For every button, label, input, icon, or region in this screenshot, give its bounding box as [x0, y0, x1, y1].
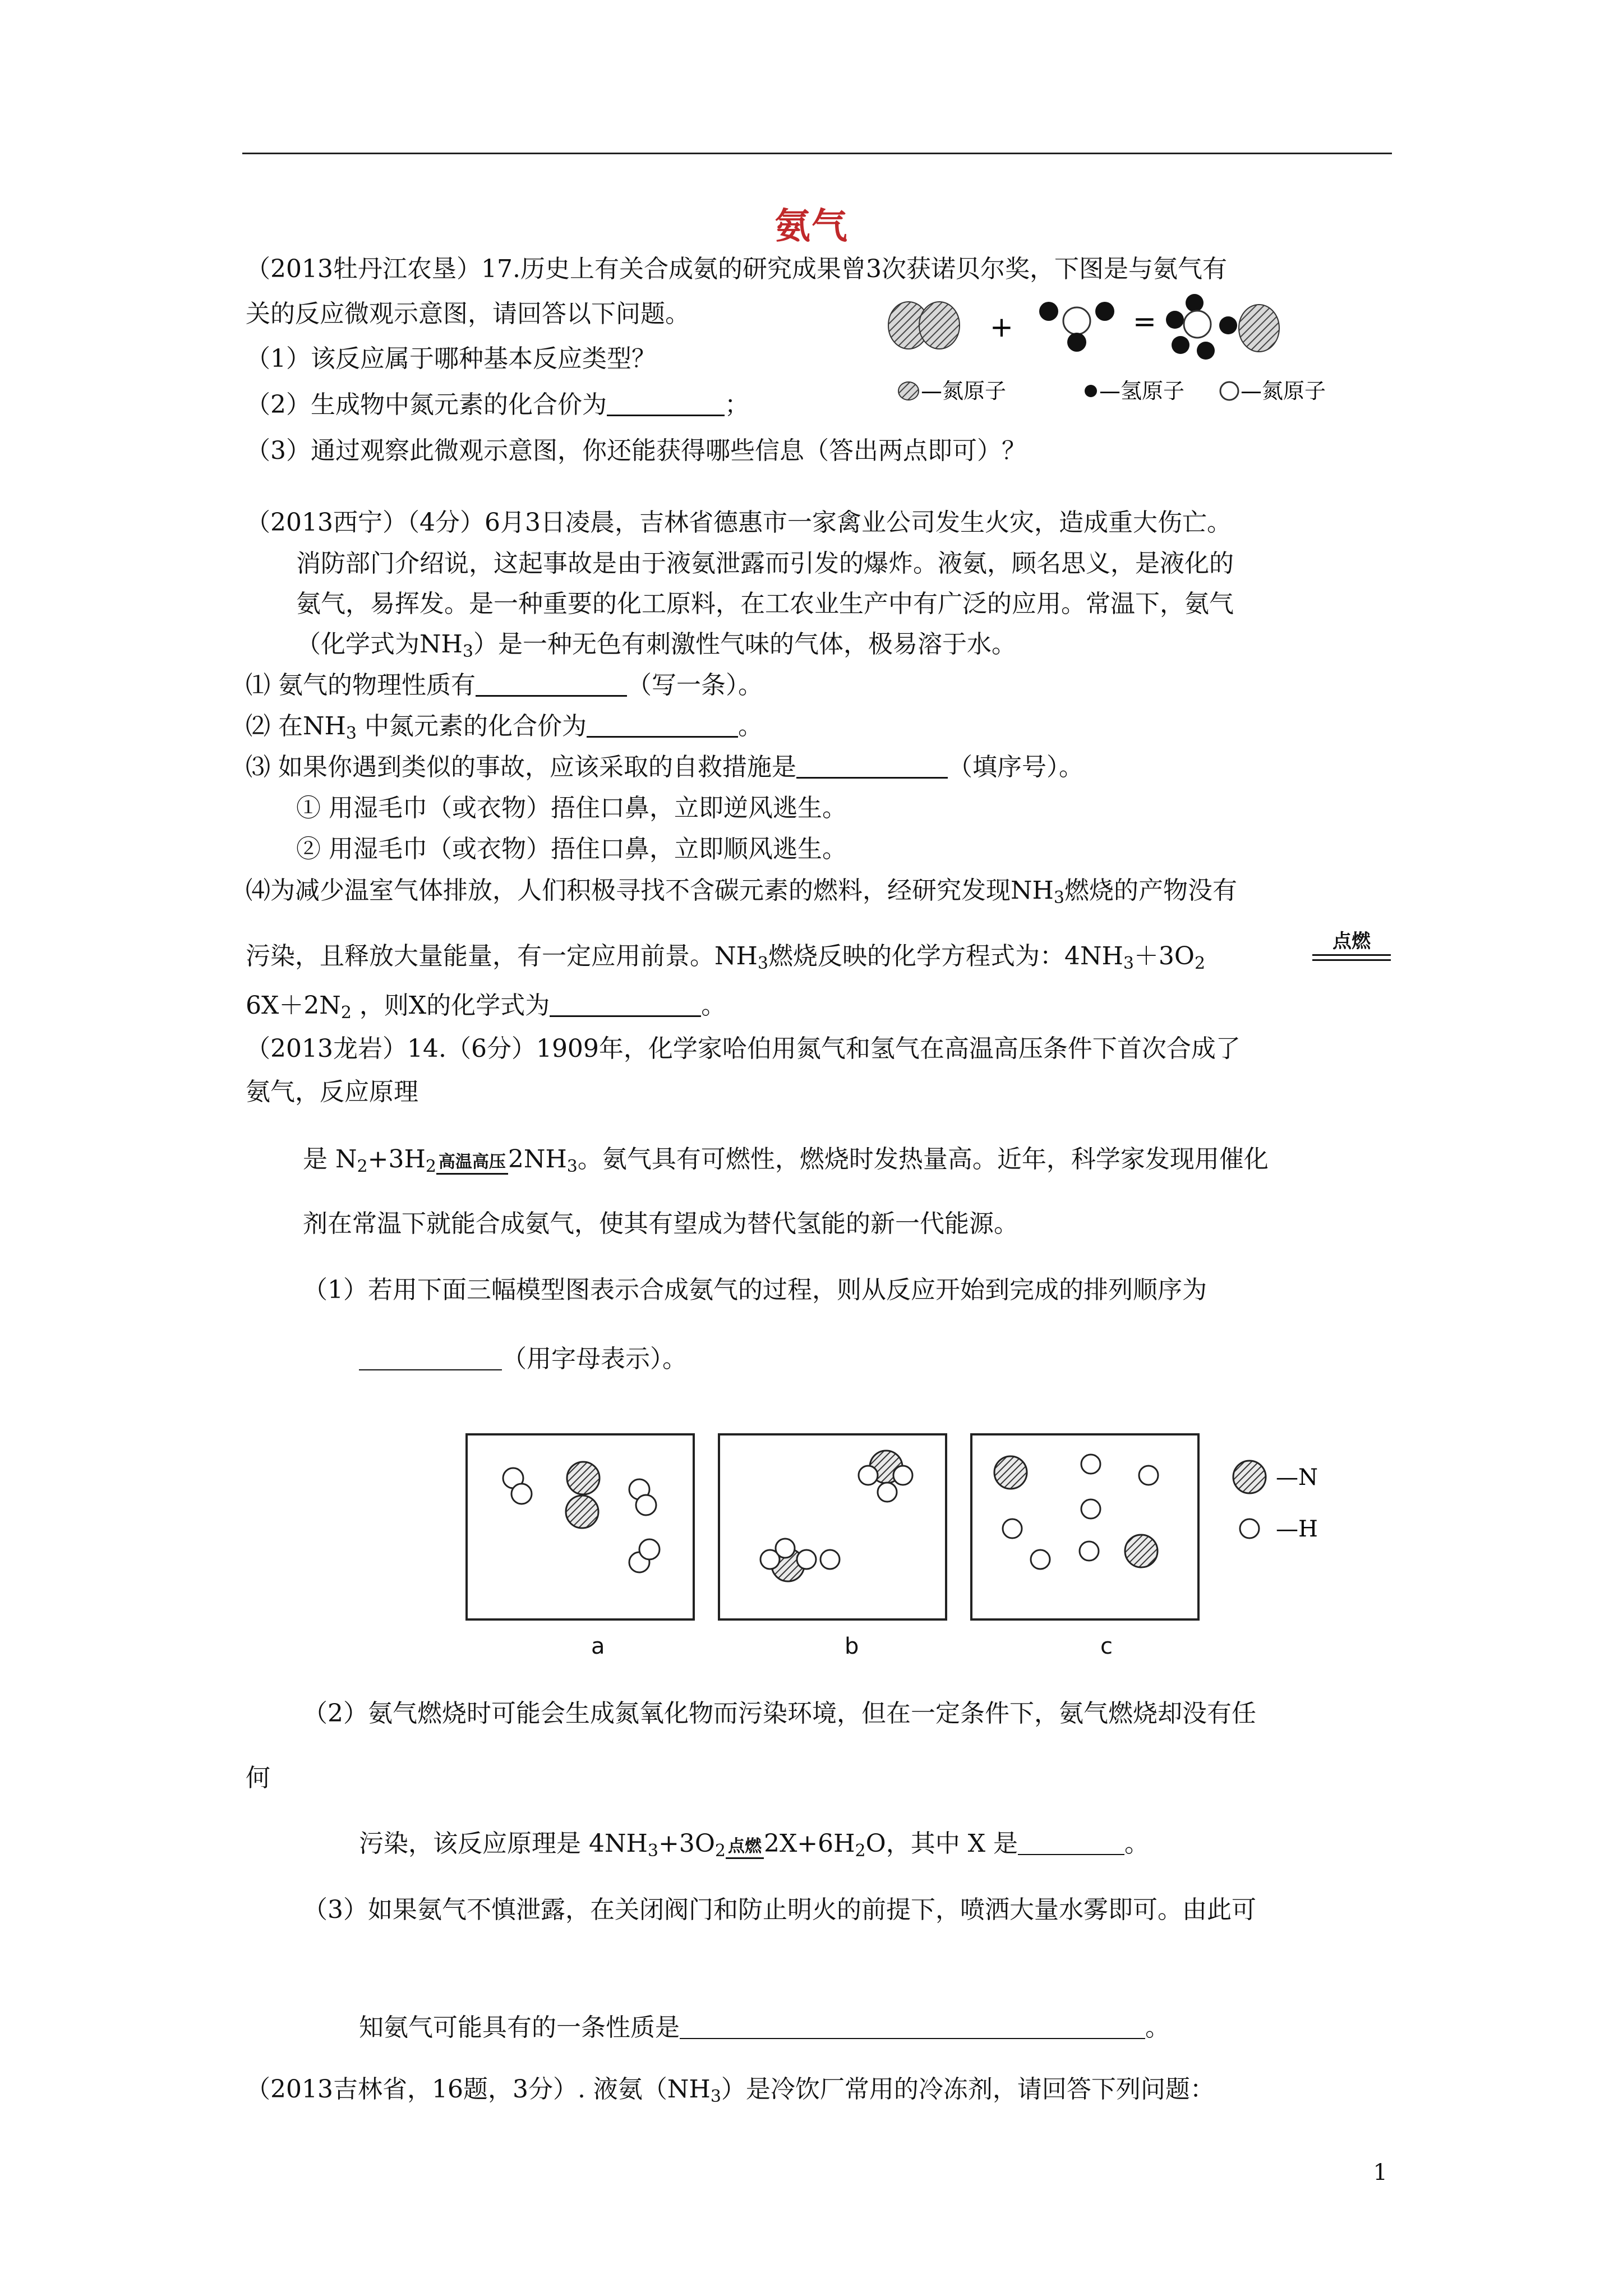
- q2-sub4-h: ＋3O: [1133, 942, 1195, 970]
- q2-line4-c: ）是一种无色有刺激性气味的气体，极易溶于水。: [473, 630, 1016, 659]
- q2-blank-valence[interactable]: [587, 714, 738, 738]
- q1-blank-valence[interactable]: [607, 392, 725, 416]
- nitrogen-atom-open-icon: [1220, 382, 1238, 400]
- q2-sub4-e: 3: [757, 954, 768, 973]
- product-molecule: [1166, 294, 1279, 360]
- q3-l3-b: 2: [357, 1157, 368, 1176]
- nitrogen-atom-icon: [898, 382, 919, 400]
- q2-cond-equal-line: [1312, 954, 1391, 961]
- q1-part2: [246, 391, 749, 420]
- q2-sub4-sub: 3: [1053, 888, 1064, 908]
- q2-sub3: [246, 753, 1083, 782]
- legend-n: —N: [1276, 1465, 1318, 1490]
- q2-sub1-text: ⑴ 氨气的物理性质有: [246, 671, 476, 700]
- q2-sub4-a: ⑷为减少温室气体排放，人们积极寻找不含碳元素的燃料，经研究发现NH: [246, 876, 1054, 905]
- q3-p2-e: +3O: [658, 1829, 715, 1858]
- q3-p3-b: 知氨气可能具有的一条性质是: [359, 2013, 680, 2042]
- q3-p2-i: O，其中 X 是: [865, 1829, 1018, 1858]
- q2-line3: 氨气，易挥发。是一种重要的化工原料，在工农业生产中有广泛的应用。常温下，氨气: [296, 590, 1234, 618]
- equals-sign: =: [1133, 305, 1156, 338]
- q3-p2-d: 3: [647, 1841, 658, 1861]
- page-number: 1: [1373, 2160, 1387, 2185]
- q2-blank-formula[interactable]: [550, 993, 701, 1017]
- n-atom-icon: [1233, 1461, 1266, 1493]
- q4-l1-sub: 3: [710, 2087, 721, 2106]
- plus-sign: +: [990, 311, 1013, 343]
- q3-part1-line2: [359, 1345, 687, 1374]
- q3-p2-g: 2X+6H: [763, 1829, 855, 1858]
- fig-label-b: b: [845, 1634, 859, 1659]
- q4-line1: [246, 2076, 1215, 2107]
- q2-sub4-i: 2: [1195, 954, 1206, 973]
- q3-l3-d: 2: [425, 1157, 436, 1176]
- q3-blank-property[interactable]: [680, 2016, 1145, 2039]
- q2-sub4-line3: [246, 992, 726, 1023]
- q2-line4-sub: 3: [462, 642, 473, 661]
- q2-sub4-line1: [246, 877, 1237, 908]
- q3-line2: 氨气，反应原理: [246, 1078, 418, 1106]
- q3-part3: （3）如果氨气不慎泄露，在关闭阀门和防止明火的前提下，喷洒大量水雾即可。由此可: [303, 1895, 1256, 1924]
- q4-l1-c: ）是冷饮厂常用的冷冻剂，请回答下列问题：: [721, 2075, 1215, 2104]
- q3-p2-h: 2: [855, 1841, 866, 1861]
- legend-label-3: —氮原子: [1241, 379, 1326, 403]
- q2-blank-measure[interactable]: [796, 754, 948, 779]
- q1-intro-line2: 关的反应微观示意图，请回答以下问题。: [246, 300, 690, 328]
- q2-line1: （2013西宁）（4分）6月3日凌晨，吉林省德惠市一家禽业公司发生火灾，造成重大伤亡。: [246, 508, 1232, 537]
- q2-reaction-condition: [1312, 926, 1391, 961]
- model-legend: [1233, 1461, 1318, 1542]
- model-box-b[interactable]: [719, 1434, 946, 1619]
- q2-sub1-end: （写一条）。: [627, 671, 763, 700]
- h2-molecules: [1039, 302, 1114, 352]
- n2-molecule: [888, 302, 960, 349]
- q2-sub3-text: ⑶ 如果你遇到类似的事故，应该采取的自救措施是: [246, 753, 796, 781]
- q2-cond-label: 点燃: [1332, 930, 1371, 953]
- q3-p2-cond: 点燃: [726, 1838, 764, 1859]
- q3-line3: [303, 1145, 1269, 1177]
- q3-blank-order[interactable]: [359, 1347, 502, 1370]
- q2-sub4-m: 。: [701, 991, 726, 1020]
- q3-l3-c: +3H: [367, 1145, 426, 1174]
- q4-l1-a: （2013吉林省，16题，3分）. 液氨（NH: [246, 2075, 711, 2104]
- q2-sub4-k: 2: [340, 1003, 352, 1023]
- q1-part3: （3）通过观察此微观示意图，你还能获得哪些信息（答出两点即可）？: [246, 436, 1026, 465]
- page-title: 氨气: [774, 205, 849, 247]
- q2-sub3-end: （填序号）。: [947, 753, 1083, 781]
- q3-part3-line2: [359, 2014, 1170, 2042]
- legend-label-1: —氮原子: [921, 379, 1007, 403]
- q3-p2-c: 污染，该反应原理是 4NH: [359, 1829, 648, 1858]
- h-atom-icon: [1240, 1519, 1259, 1538]
- q2-sub4-f: 燃烧反映的化学方程式为：4NH: [768, 942, 1123, 970]
- q3-line4: 剂在常温下就能合成氨气，使其有望成为替代氢能的新一代能源。: [303, 1209, 1018, 1238]
- q2-line2: 消防部门介绍说，这起事故是由于液氨泄露而引发的爆炸。液氨，顾名思义，是液化的: [296, 549, 1234, 578]
- q1-part2-text: （2）生成物中氮元素的化合价为: [246, 390, 607, 419]
- q3-p3-c: 。: [1145, 2013, 1170, 2042]
- synthesis-model-figures: [465, 1433, 1340, 1624]
- q3-l3-f: 3: [566, 1157, 578, 1176]
- q3-blank-x[interactable]: [1018, 1832, 1124, 1855]
- q3-part1-end: （用字母表示）。: [502, 1345, 687, 1373]
- q3-l3-cond: 高温高压: [436, 1154, 508, 1175]
- q2-sub1: [246, 671, 763, 700]
- q2-sub4-g: 3: [1123, 954, 1134, 973]
- legend-label-2: —氢原子: [1099, 379, 1185, 403]
- q3-p2-condition: [726, 1838, 764, 1859]
- hydrogen-atom-icon: [1085, 385, 1097, 397]
- q2-sub2-sub: 3: [345, 724, 357, 743]
- q2-line4-a: （化学式为NH: [296, 630, 463, 659]
- q3-p2-j: 。: [1124, 1829, 1150, 1858]
- q2-sub4-j: 6X＋2N: [246, 991, 341, 1020]
- q2-sub4-d: 污染，且释放大量能量，有一定应用前景。NH: [246, 942, 758, 970]
- q3-part2: （2）氨气燃烧时可能会生成氮氧化物而污染环境，但在一定条件下，氨气燃烧却没有任: [303, 1699, 1256, 1728]
- q1-part1: （1）该反应属于哪种基本反应类型？: [246, 344, 656, 373]
- model-box-c[interactable]: [971, 1434, 1198, 1619]
- q2-sub2-a: ⑵ 在NH: [246, 712, 346, 740]
- q2-sub4-line2: [246, 942, 1205, 974]
- q3-p2-f: 2: [714, 1841, 726, 1861]
- q2-sub2-c: 中氮元素的化合价为: [356, 712, 587, 740]
- q3-line1: （2013龙岩）14.（6分）1909年，化学家哈伯用氮气和氢气在高温高压条件下首次合成了: [246, 1034, 1241, 1063]
- q2-sub2-end: 。: [737, 712, 763, 740]
- legend-h: —H: [1276, 1516, 1318, 1542]
- q2-option2: ② 用湿毛巾（或衣物）捂住口鼻，立即顺风逃生。: [296, 835, 847, 863]
- q1-intro-line1: （2013牡丹江农垦）17.历史上有关合成氨的研究成果曾3次获诺贝尔奖，下图是与氨气有: [246, 255, 1227, 283]
- q1-part2-end: ；: [725, 390, 749, 419]
- q3-reaction-condition: [436, 1154, 508, 1175]
- q3-part2-cont: 何: [246, 1764, 270, 1792]
- header-rule: [242, 153, 1392, 154]
- q3-l3-a: 是 N: [303, 1145, 357, 1174]
- q3-part1: （1）若用下面三幅模型图表示合成氨气的过程，则从反应开始到完成的排列顺序为: [303, 1276, 1207, 1304]
- q2-option1: ① 用湿毛巾（或衣物）捂住口鼻，立即逆风逃生。: [296, 794, 847, 822]
- q2-sub4-l: ，则X的化学式为: [351, 991, 550, 1020]
- model-box-a[interactable]: [467, 1434, 694, 1619]
- fig-label-a: a: [591, 1634, 605, 1659]
- diagram-legend: [898, 379, 1326, 403]
- q3-part2-eq: [359, 1830, 1149, 1861]
- q2-sub4-c: 燃烧的产物没有: [1064, 876, 1237, 905]
- q2-blank-property[interactable]: [476, 673, 627, 697]
- q3-l3-g: 。氨气具有可燃性，燃烧时发热量高。近年，科学家发现用催化: [577, 1145, 1269, 1174]
- q2-line4: [296, 631, 1016, 662]
- reaction-micro-diagram: [886, 286, 1380, 415]
- fig-label-c: c: [1100, 1634, 1113, 1659]
- q2-sub2: [246, 712, 763, 744]
- q3-l3-e: 2NH: [508, 1145, 567, 1174]
